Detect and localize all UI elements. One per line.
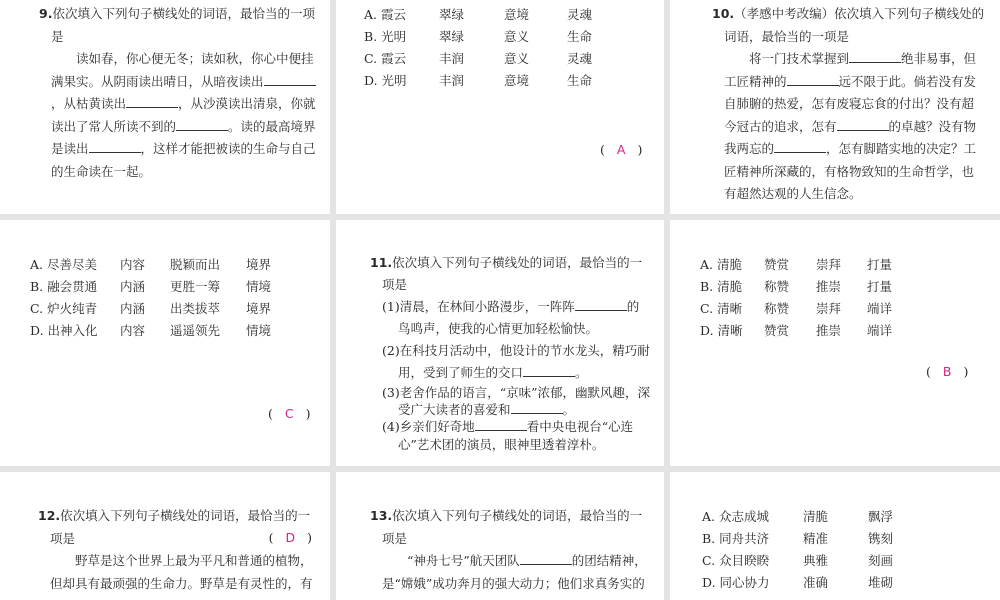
option-list [364, 4, 592, 92]
question-number: 11. [370, 255, 393, 270]
passage-text: 绝非易事，但工匠精神的 [724, 51, 977, 89]
passage-text: 的团结精神，是“嫦娥”成功奔月的强大动力；他们求真务实的 [382, 553, 647, 591]
passage-text: 读如春，你心便无冬；读如秋，你心中便挂满果实。从阴雨读出晴日，从暗夜读出 [51, 51, 314, 89]
fill-blank [837, 118, 889, 131]
answer-value: B [942, 364, 952, 379]
fill-blank [511, 401, 563, 414]
option-c[interactable]: C. 众目睽睽 典雅 刻画 [702, 553, 894, 568]
fill-blank [264, 73, 316, 86]
option-c[interactable]: C. 炉火纯青 内涵 出类拔萃 境界 [30, 301, 272, 316]
question-12-panel [0, 472, 330, 600]
question-stem: 依次填入下列句子横线处的词语，最恰当的一项是 [50, 508, 311, 546]
passage-text: 。读的最高境界是读出 [51, 118, 316, 156]
fill-blank [787, 73, 839, 86]
answer-box: ( A ) [600, 142, 643, 157]
passage-text: 的卓越？没有物我两忘的 [724, 118, 977, 156]
question-passage: 野草是这个世界上最为平凡和普通的植物，但却具有最顽强的生命力。野草是有灵性的，有 [50, 553, 313, 591]
fill-blank [849, 50, 901, 63]
question-stem: 依次填入下列句子横线处的词语，最恰当的一项是 [51, 6, 315, 44]
option-list [700, 254, 892, 342]
question-11-options-panel [670, 220, 1000, 466]
fill-blank [774, 140, 826, 153]
option-list [30, 254, 271, 342]
question-11 [370, 252, 650, 454]
option-a[interactable]: A. 霞云 翠绿 意境 灵魂 [364, 7, 593, 22]
fill-blank [520, 552, 572, 565]
question-number: 10. [712, 6, 735, 21]
option-list [702, 506, 893, 594]
passage-text: ，这样才能把被读的生命与自己的生命读在一起。 [51, 141, 316, 179]
answer-box: ( C ) [268, 406, 311, 421]
question-13 [370, 505, 650, 595]
option-a[interactable]: A. 尽善尽美 内容 脱颖而出 境界 [30, 257, 272, 272]
answer-box: ( B ) [926, 364, 969, 379]
option-b[interactable]: B. 清脆 称赞 推崇 打量 [700, 279, 893, 294]
question-number: 12. [38, 508, 61, 523]
sub-item-1: (1)清晨，在林间小路漫步，一阵阵 的鸟鸣声，使我的心情更加轻松愉快。 [382, 299, 640, 336]
answer-box: ( D ) [268, 530, 312, 545]
fill-blank [575, 298, 627, 311]
option-a[interactable]: A. 众志成城 清脆 飘浮 [702, 509, 894, 524]
fill-blank [176, 118, 228, 131]
question-passage [712, 48, 986, 206]
question-stem: 依次填入下列句子横线处的词语，最恰当的一项是 [724, 6, 985, 44]
question-number: 9. [39, 6, 53, 21]
question-source: （孝感中考改编） [734, 6, 835, 21]
fill-blank [89, 140, 141, 153]
sub-item-3: (3)老舍作品的语言，“京味”浓郁，幽默风趣，深受广大读者的喜爱和 。 [382, 385, 651, 417]
passage-text: ，从沙漠读出清泉，你就读出了常人所读不到的 [51, 96, 316, 134]
options-panel-top-middle [336, 0, 664, 214]
fill-blank [523, 364, 575, 377]
question-10-panel [670, 0, 1000, 214]
option-b[interactable]: B. 同舟共济 精准 镌刻 [702, 531, 894, 546]
passage-text: 将一门技术掌握到 [749, 51, 850, 66]
options-panel-bottom-right [670, 472, 1000, 600]
question-9-panel [0, 0, 330, 214]
question-10 [712, 3, 986, 206]
option-d[interactable]: D. 清晰 赞赏 推崇 端详 [700, 323, 893, 338]
passage-text: 远不限于此。倘若没有发自肺腑的热爱，怎有废寝忘食的付出？没有超今冠古的追求，怎有 [724, 73, 977, 134]
passage-text: ，从枯黄读出 [51, 96, 127, 111]
option-a[interactable]: A. 清脆 赞赏 崇拜 打量 [700, 257, 893, 272]
sub-item-4: (4)乡亲们好奇地 看中央电视台“心连心”艺术团的演员，眼神里透着淳朴。 [382, 419, 634, 452]
answer-value: C [284, 406, 294, 421]
question-passage [39, 48, 316, 183]
option-c[interactable]: C. 霞云 丰润 意义 灵魂 [364, 51, 593, 66]
question-11-panel [336, 220, 664, 466]
option-b[interactable]: B. 融会贯通 内涵 更胜一筹 情境 [30, 279, 272, 294]
question-9-options-panel [0, 220, 330, 466]
option-d[interactable]: D. 同心协力 准确 堆砌 [702, 575, 894, 590]
question-13-panel [336, 472, 664, 600]
question-number: 13. [370, 508, 393, 523]
question-stem: 依次填入下列句子横线处的词语，最恰当的一项是 [382, 255, 643, 292]
sub-item-2: (2)在科技月活动中，他设计的节水龙头，精巧耐用，受到了师生的交口 。 [382, 343, 650, 380]
question-9 [39, 3, 316, 183]
option-c[interactable]: C. 清晰 称赞 崇拜 端详 [700, 301, 893, 316]
fill-blank [126, 95, 178, 108]
fill-blank [475, 418, 527, 431]
option-b[interactable]: B. 光明 翠绿 意义 生命 [364, 29, 593, 44]
answer-value: A [616, 142, 626, 157]
question-12 [38, 505, 316, 595]
question-stem: 依次填入下列句子横线处的词语，最恰当的一项是 [382, 508, 643, 546]
option-d[interactable]: D. 出神入化 内容 遥遥领先 情境 [30, 323, 272, 338]
answer-value: D [285, 530, 296, 545]
option-d[interactable]: D. 光明 丰润 意境 生命 [364, 73, 593, 88]
passage-text: ，怎有脚踏实地的决定？工匠精神所深藏的，有格物致知的生命哲学，也有超然达观的人生信念。 [724, 141, 977, 201]
question-passage [370, 550, 650, 595]
passage-text: “神舟七号”航天团队 [407, 553, 520, 568]
